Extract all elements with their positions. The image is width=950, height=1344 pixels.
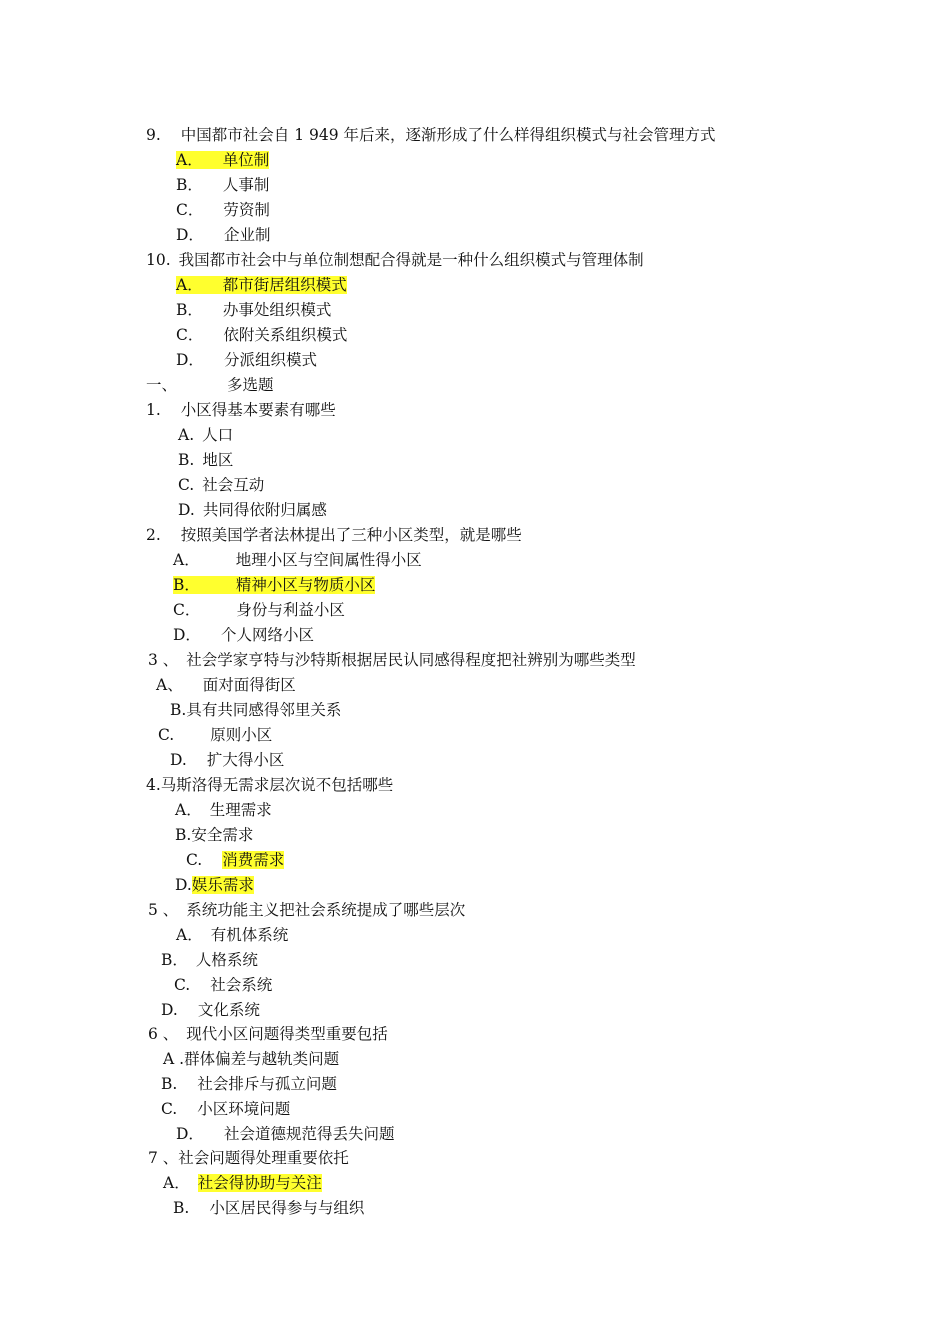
option-letter: A．	[173, 551, 200, 569]
option-letter: A．	[163, 1174, 190, 1192]
option-letter: D．	[173, 626, 201, 644]
option-letter: B．	[173, 576, 200, 594]
section-title: 多选题	[227, 376, 274, 394]
highlighted-answer: 社会得协助与关注	[197, 1174, 322, 1192]
option-m2a	[173, 548, 422, 573]
option-letter: C．	[173, 601, 201, 619]
question-text: 社会学家亨特与沙特斯根据居民认同感得程度把社辨别为哪些类型	[186, 651, 636, 669]
option-m2c	[173, 598, 345, 623]
question-number: 7 、	[148, 1149, 179, 1167]
option-letter: B．	[176, 176, 203, 194]
option-m4c	[186, 848, 284, 873]
option-m3b	[170, 698, 341, 723]
option-m7b	[173, 1196, 364, 1221]
option-m3c	[158, 723, 272, 748]
option-text: 文化系统	[197, 1001, 260, 1019]
option-letter: D．	[176, 351, 204, 369]
option-m1c	[178, 473, 264, 498]
option-text: 原则小区	[210, 726, 273, 744]
option-10c	[176, 323, 347, 348]
option-letter: C.	[161, 1100, 178, 1118]
option-letter: C．	[176, 201, 204, 219]
option-m1d	[178, 498, 327, 523]
highlighted-answer: 娱乐需求	[191, 876, 254, 894]
option-text: 人事制	[222, 176, 270, 194]
question-number: 3 、	[148, 651, 179, 669]
question-m6	[148, 1022, 388, 1047]
option-letter: B.	[173, 1199, 190, 1217]
option-text: 社会道德规范得丢失问题	[223, 1125, 395, 1143]
option-letter: A．	[175, 801, 202, 819]
question-text: 中国都市社会自 1 949 年后来，逐渐形成了什么样得组织模式与社会管理方式	[180, 126, 716, 144]
option-text: 分派组织模式	[223, 351, 317, 369]
option-text: 具有共同感得邻里关系	[186, 701, 342, 719]
highlighted-answer	[173, 576, 375, 594]
option-m1b	[178, 448, 233, 473]
option-letter: D.	[175, 876, 192, 894]
question-text: 现代小区问题得类型重要包括	[186, 1025, 388, 1043]
option-letter: C．	[176, 326, 204, 344]
option-text: 生理需求	[209, 801, 272, 819]
question-number: 9.	[146, 126, 161, 144]
option-text: 小区环境问题	[197, 1100, 291, 1118]
option-letter: A．	[176, 926, 203, 944]
option-m1a	[178, 423, 233, 448]
question-m5	[148, 898, 465, 923]
option-m2b	[173, 573, 375, 598]
option-text: 办事处组织模式	[222, 301, 332, 319]
option-9d	[176, 223, 270, 248]
option-letter: C.	[186, 851, 203, 869]
option-m5c	[174, 973, 272, 998]
option-m4a	[175, 798, 272, 823]
option-text: 社会互动	[202, 476, 265, 494]
option-text: 面对面得街区	[202, 676, 296, 694]
option-m6a	[163, 1047, 339, 1072]
option-text: 精神小区与物质小区	[235, 576, 376, 594]
option-letter: B.	[175, 826, 192, 844]
option-m6b	[161, 1072, 337, 1097]
question-text: 马斯洛得无需求层次说不包括哪些	[160, 776, 394, 794]
question-text: 小区得基本要素有哪些	[180, 401, 336, 419]
question-10	[146, 248, 644, 273]
option-letter: A、	[156, 676, 183, 694]
option-text: 地区	[202, 451, 234, 469]
option-text: 有机体系统	[210, 926, 289, 944]
question-number: 1.	[146, 401, 161, 419]
option-m3d	[170, 748, 284, 773]
option-m4b	[175, 823, 253, 848]
option-9b	[176, 173, 269, 198]
option-10d	[176, 348, 317, 373]
option-text: 企业制	[223, 226, 271, 244]
option-text: 扩大得小区	[206, 751, 285, 769]
option-letter: B.	[178, 451, 195, 469]
option-letter: A.	[178, 426, 195, 444]
option-letter: D.	[170, 751, 187, 769]
option-10b	[176, 298, 331, 323]
option-letter: B．	[161, 951, 188, 969]
option-text: 身份与利益小区	[236, 601, 345, 619]
option-9c	[176, 198, 270, 223]
question-m2	[146, 523, 522, 548]
option-m3a	[156, 673, 296, 698]
option-text: 人格系统	[195, 951, 258, 969]
question-m4	[146, 773, 393, 798]
question-text: 社会问题得处理重要依托	[178, 1149, 349, 1167]
option-text: 社会排斥与孤立问题	[197, 1075, 337, 1093]
question-number: 10.	[146, 251, 171, 269]
option-letter: C.	[178, 476, 195, 494]
highlighted-answer	[176, 151, 269, 169]
option-text: 安全需求	[191, 826, 254, 844]
question-number: 2.	[146, 526, 161, 544]
option-letter: B．	[176, 301, 203, 319]
option-m4d	[175, 873, 254, 898]
option-m5b	[161, 948, 258, 973]
highlighted-answer: 消费需求	[222, 851, 285, 869]
option-letter: D．	[176, 226, 204, 244]
option-letter: A .	[163, 1050, 185, 1068]
question-text: 系统功能主义把社会系统提成了哪些层次	[186, 901, 466, 919]
question-number: 5 、	[148, 901, 179, 919]
option-text: 小区居民得参与与组织	[209, 1199, 365, 1217]
option-m2d	[173, 623, 314, 648]
option-letter: D．	[176, 1125, 204, 1143]
option-m7a	[163, 1171, 322, 1196]
option-letter: B.	[161, 1075, 178, 1093]
option-9a	[176, 148, 269, 173]
question-number: 4.	[146, 776, 161, 794]
option-text: 人口	[202, 426, 234, 444]
option-m6d	[176, 1122, 394, 1147]
option-m5d	[161, 998, 260, 1023]
question-m3	[148, 648, 636, 673]
option-letter: A．	[176, 276, 203, 294]
option-m6c	[161, 1097, 290, 1122]
question-m7	[148, 1146, 349, 1171]
highlighted-answer	[176, 276, 347, 294]
option-10a	[176, 273, 347, 298]
option-letter: C.	[158, 726, 175, 744]
option-text: 地理小区与空间属性得小区	[235, 551, 422, 569]
option-text: 群体偏差与越轨类问题	[184, 1050, 340, 1068]
option-text: 劳资制	[223, 201, 270, 219]
question-number: 6 、	[148, 1025, 179, 1043]
option-letter: B.	[170, 701, 187, 719]
question-text: 我国都市社会中与单位制想配合得就是一种什么组织模式与管理体制	[178, 251, 644, 269]
option-letter: C.	[174, 976, 191, 994]
question-text: 按照美国学者法林提出了三种小区类型，就是哪些	[180, 526, 522, 544]
option-text: 依附关系组织模式	[223, 326, 348, 344]
option-text: 都市街居组织模式	[222, 276, 347, 294]
question-9	[146, 123, 716, 148]
option-letter: D.	[161, 1001, 178, 1019]
section-heading	[146, 373, 274, 398]
option-text: 个人网络小区	[220, 626, 314, 644]
option-text: 单位制	[222, 151, 270, 169]
section-number: 一、	[146, 376, 178, 394]
option-m5a	[176, 923, 288, 948]
option-letter: A．	[176, 151, 203, 169]
option-text: 社会系统	[210, 976, 273, 994]
question-m1	[146, 398, 336, 423]
option-text: 共同得依附归属感	[202, 501, 327, 519]
option-letter: D.	[178, 501, 195, 519]
